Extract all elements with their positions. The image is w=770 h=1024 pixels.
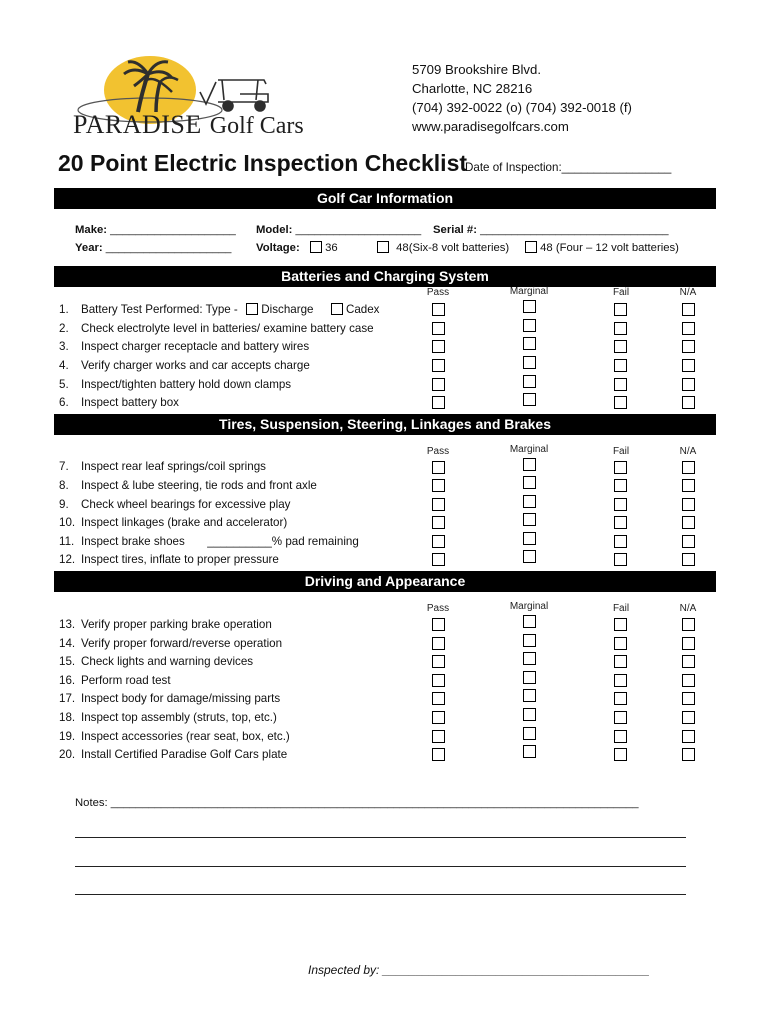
item-9-fail-checkbox[interactable]	[614, 498, 627, 511]
item-3-na-checkbox[interactable]	[682, 340, 695, 353]
item-16-fail-checkbox[interactable]	[614, 674, 627, 687]
item-8-fail-checkbox[interactable]	[614, 479, 627, 492]
item-text: Check lights and warning devices	[81, 655, 254, 668]
section-header-batteries: Batteries and Charging System	[54, 266, 716, 287]
address-line: 5709 Brookshire Blvd.	[412, 62, 542, 77]
item-1-na-checkbox[interactable]	[682, 303, 695, 316]
item-14-fail-checkbox[interactable]	[614, 637, 627, 650]
column-na: N/A	[679, 446, 697, 457]
item-1-pass-checkbox[interactable]	[432, 303, 445, 316]
item-text: Inspect brake shoes __________% pad remaining	[81, 535, 359, 548]
checklist-item-8	[59, 479, 317, 492]
item-19-na-checkbox[interactable]	[682, 730, 695, 743]
checklist-item-14	[59, 637, 282, 650]
item-text: Verify charger works and car accepts charge	[81, 359, 310, 372]
item-5-pass-checkbox[interactable]	[432, 378, 445, 391]
notes-line[interactable]	[75, 866, 686, 867]
checklist-item-10	[59, 516, 287, 529]
checklist-item-2	[59, 322, 374, 335]
item-number: 9.	[59, 498, 69, 511]
item-11-na-checkbox[interactable]	[682, 535, 695, 548]
item-number: 14.	[59, 637, 76, 650]
item-13-na-checkbox[interactable]	[682, 618, 695, 631]
page-title: 20 Point Electric Inspection Checklist	[58, 150, 468, 176]
item-text: Verify proper parking brake operation	[81, 618, 272, 631]
column-fail: Fail	[612, 603, 630, 614]
item-number: 2.	[59, 322, 69, 335]
notes-line[interactable]	[75, 837, 686, 838]
item-16-marginal-checkbox[interactable]	[523, 671, 536, 684]
item-4-fail-checkbox[interactable]	[614, 359, 627, 372]
item-18-fail-checkbox[interactable]	[614, 711, 627, 724]
column-pass: Pass	[426, 603, 450, 614]
item-4-marginal-checkbox[interactable]	[523, 356, 536, 369]
item-text: Inspect accessories (rear seat, box, etc.)	[81, 730, 290, 743]
column-marginal: Marginal	[509, 601, 549, 612]
item-number: 3.	[59, 340, 69, 353]
checklist-item-5	[59, 378, 291, 391]
item-20-fail-checkbox[interactable]	[614, 748, 627, 761]
item-text: Check electrolyte level in batteries/ examine battery case	[81, 322, 374, 335]
serial-label: Serial #:	[433, 224, 477, 236]
item-text: Inspect charger receptacle and battery wires	[81, 340, 310, 353]
item-15-na-checkbox[interactable]	[682, 655, 695, 668]
item-16-pass-checkbox[interactable]	[432, 674, 445, 687]
item-text: Inspect/tighten battery hold down clamps	[81, 378, 292, 391]
item-18-na-checkbox[interactable]	[682, 711, 695, 724]
checklist-item-13	[59, 618, 272, 631]
item-15-fail-checkbox[interactable]	[614, 655, 627, 668]
item-7-pass-checkbox[interactable]	[432, 461, 445, 474]
company-name-sub: Golf Cars	[209, 113, 304, 139]
address-line: Charlotte, NC 28216	[412, 81, 533, 96]
item-12-fail-checkbox[interactable]	[614, 553, 627, 566]
website-link[interactable]: www.paradisegolfcars.com	[412, 119, 569, 134]
item-2-fail-checkbox[interactable]	[614, 322, 627, 335]
item-11-marginal-checkbox[interactable]	[523, 532, 536, 545]
voltage-option-label: 48(Six-8 volt batteries)	[396, 242, 510, 254]
item-1-fail-checkbox[interactable]	[614, 303, 627, 316]
item-14-pass-checkbox[interactable]	[432, 637, 445, 650]
checklist-item-17	[59, 692, 280, 705]
golf-car-info-header: Golf Car Information	[54, 188, 716, 209]
item-text: Battery Test Performed: Type -	[81, 303, 238, 316]
item-text: Inspect linkages (brake and accelerator)	[81, 516, 288, 529]
date-of-inspection-field[interactable]: Date of Inspection:_________________	[465, 161, 672, 174]
checkbox-cadex[interactable]	[331, 303, 343, 315]
item-11-fail-checkbox[interactable]	[614, 535, 627, 548]
item-8-na-checkbox[interactable]	[682, 479, 695, 492]
item-text: Inspect body for damage/missing parts	[81, 692, 281, 705]
item-8-marginal-checkbox[interactable]	[523, 476, 536, 489]
item-19-marginal-checkbox[interactable]	[523, 727, 536, 740]
column-fail: Fail	[612, 446, 630, 457]
item-10-na-checkbox[interactable]	[682, 516, 695, 529]
item-text: Inspect rear leaf springs/coil springs	[81, 460, 266, 473]
item-17-pass-checkbox[interactable]	[432, 692, 445, 705]
model-blank: ____________________	[295, 224, 422, 236]
checkbox[interactable]	[310, 241, 322, 253]
item-text: Perform road test	[81, 674, 171, 687]
checklist-item-12	[59, 553, 279, 566]
item-number: 6.	[59, 396, 69, 409]
notes-field[interactable]	[75, 797, 639, 809]
item-number: 5.	[59, 378, 69, 391]
item-20-na-checkbox[interactable]	[682, 748, 695, 761]
item-19-pass-checkbox[interactable]	[432, 730, 445, 743]
item-10-pass-checkbox[interactable]	[432, 516, 445, 529]
item-6-fail-checkbox[interactable]	[614, 396, 627, 409]
item-7-na-checkbox[interactable]	[682, 461, 695, 474]
item-number: 13.	[59, 618, 76, 631]
item-5-na-checkbox[interactable]	[682, 378, 695, 391]
voltage-option-label: 36	[325, 242, 338, 254]
item-12-pass-checkbox[interactable]	[432, 553, 445, 566]
checklist-item-15	[59, 655, 253, 668]
item-number: 10.	[59, 516, 76, 529]
item-4-na-checkbox[interactable]	[682, 359, 695, 372]
item-5-fail-checkbox[interactable]	[614, 378, 627, 391]
item-2-na-checkbox[interactable]	[682, 322, 695, 335]
column-pass: Pass	[426, 287, 450, 298]
address-line: (704) 392-0022 (o) (704) 392-0018 (f)	[412, 100, 632, 115]
item-2-pass-checkbox[interactable]	[432, 322, 445, 335]
company-logo	[68, 52, 330, 140]
year-label: Year:	[75, 242, 103, 254]
item-6-pass-checkbox[interactable]	[432, 396, 445, 409]
checklist-item-16	[59, 674, 171, 687]
notes-blank: ____________________________________________________________________________________	[110, 797, 639, 809]
checklist-item-1	[59, 303, 379, 316]
notes-line[interactable]	[75, 894, 686, 895]
column-na: N/A	[679, 603, 697, 614]
company-name	[73, 110, 304, 140]
item-9-na-checkbox[interactable]	[682, 498, 695, 511]
item-19-fail-checkbox[interactable]	[614, 730, 627, 743]
item-17-na-checkbox[interactable]	[682, 692, 695, 705]
column-marginal: Marginal	[509, 444, 549, 455]
company-address	[412, 60, 632, 136]
year-blank: ____________________	[105, 242, 232, 254]
model-label: Model:	[256, 224, 293, 236]
year-field[interactable]	[75, 242, 231, 254]
checklist-item-7	[59, 460, 266, 473]
make-label: Make:	[75, 224, 108, 236]
item-text: Inspect tires, inflate to proper pressure	[81, 553, 279, 566]
voltage-option-label: 48 (Four – 12 volt batteries)	[540, 242, 679, 254]
item-text: Verify proper forward/reverse operation	[81, 637, 283, 650]
checkbox[interactable]	[377, 241, 389, 253]
item-3-marginal-checkbox[interactable]	[523, 337, 536, 350]
checklist-item-4	[59, 359, 310, 372]
item-11-pass-checkbox[interactable]	[432, 535, 445, 548]
item-text: Inspect top assembly (struts, top, etc.)	[81, 711, 277, 724]
item-7-marginal-checkbox[interactable]	[523, 458, 536, 471]
item-13-marginal-checkbox[interactable]	[523, 615, 536, 628]
item-18-pass-checkbox[interactable]	[432, 711, 445, 724]
item-text: Inspect battery box	[81, 396, 179, 409]
item-6-marginal-checkbox[interactable]	[523, 393, 536, 406]
item-12-na-checkbox[interactable]	[682, 553, 695, 566]
item-5-marginal-checkbox[interactable]	[523, 375, 536, 388]
item-10-fail-checkbox[interactable]	[614, 516, 627, 529]
item-10-marginal-checkbox[interactable]	[523, 513, 536, 526]
item-12-marginal-checkbox[interactable]	[523, 550, 536, 563]
voltage-option-36[interactable]	[310, 241, 338, 254]
notes-label: Notes:	[75, 797, 108, 809]
make-blank: ____________________	[110, 224, 236, 236]
column-pass: Pass	[426, 446, 450, 457]
item-number: 7.	[59, 460, 69, 473]
item-number: 20.	[59, 748, 76, 761]
item-3-fail-checkbox[interactable]	[614, 340, 627, 353]
item-number: 12.	[59, 553, 76, 566]
company-name-main: PARADISE	[73, 110, 202, 139]
item-1-marginal-checkbox[interactable]	[523, 300, 536, 313]
checklist-item-3	[59, 340, 309, 353]
make-field[interactable]	[75, 224, 236, 236]
item-9-marginal-checkbox[interactable]	[523, 495, 536, 508]
voltage-label: Voltage:	[256, 242, 300, 254]
item-number: 16.	[59, 674, 76, 687]
checkbox[interactable]	[525, 241, 537, 253]
item-20-marginal-checkbox[interactable]	[523, 745, 536, 758]
item-14-na-checkbox[interactable]	[682, 637, 695, 650]
serial-field[interactable]	[433, 224, 669, 236]
voltage-option-48-six-8v[interactable]	[377, 241, 509, 254]
checklist-item-18	[59, 711, 277, 724]
item-number: 11.	[59, 535, 75, 548]
item-15-marginal-checkbox[interactable]	[523, 652, 536, 665]
option-cadex: Cadex	[345, 303, 380, 316]
item-number: 8.	[59, 479, 69, 492]
item-4-pass-checkbox[interactable]	[432, 359, 445, 372]
item-number: 19.	[59, 730, 76, 743]
item-text: Inspect & lube steering, tie rods and front axle	[81, 479, 317, 492]
item-number: 4.	[59, 359, 69, 372]
item-17-fail-checkbox[interactable]	[614, 692, 627, 705]
item-8-pass-checkbox[interactable]	[432, 479, 445, 492]
item-2-marginal-checkbox[interactable]	[523, 319, 536, 332]
checklist-item-9	[59, 498, 290, 511]
item-3-pass-checkbox[interactable]	[432, 340, 445, 353]
item-text: Install Certified Paradise Golf Cars plate	[81, 748, 288, 761]
item-17-marginal-checkbox[interactable]	[523, 689, 536, 702]
item-13-fail-checkbox[interactable]	[614, 618, 627, 631]
item-9-pass-checkbox[interactable]	[432, 498, 445, 511]
item-number: 17.	[59, 692, 76, 705]
checklist-item-11	[59, 535, 359, 548]
column-na: N/A	[679, 287, 697, 298]
checklist-item-6	[59, 396, 179, 409]
item-number: 1.	[59, 303, 69, 316]
column-fail: Fail	[612, 287, 630, 298]
checkbox-discharge[interactable]	[246, 303, 258, 315]
item-18-marginal-checkbox[interactable]	[523, 708, 536, 721]
voltage-option-48-four-12v[interactable]	[525, 241, 679, 254]
item-15-pass-checkbox[interactable]	[432, 655, 445, 668]
serial-blank: ______________________________	[480, 224, 669, 236]
checklist-item-19	[59, 730, 290, 743]
option-discharge: Discharge	[261, 303, 314, 316]
item-13-pass-checkbox[interactable]	[432, 618, 445, 631]
item-6-na-checkbox[interactable]	[682, 396, 695, 409]
item-16-na-checkbox[interactable]	[682, 674, 695, 687]
item-7-fail-checkbox[interactable]	[614, 461, 627, 474]
section-header-driving: Driving and Appearance	[54, 571, 716, 592]
model-field[interactable]	[256, 224, 421, 236]
checklist-item-20	[59, 748, 287, 761]
section-header-tires: Tires, Suspension, Steering, Linkages and Brakes	[54, 414, 716, 435]
column-marginal: Marginal	[509, 286, 549, 297]
item-text: Check wheel bearings for excessive play	[81, 498, 291, 511]
item-14-marginal-checkbox[interactable]	[523, 634, 536, 647]
item-number: 18.	[59, 711, 76, 724]
inspected-by-field[interactable]: Inspected by: ________________________________________	[308, 963, 650, 977]
item-20-pass-checkbox[interactable]	[432, 748, 445, 761]
item-number: 15.	[59, 655, 76, 668]
